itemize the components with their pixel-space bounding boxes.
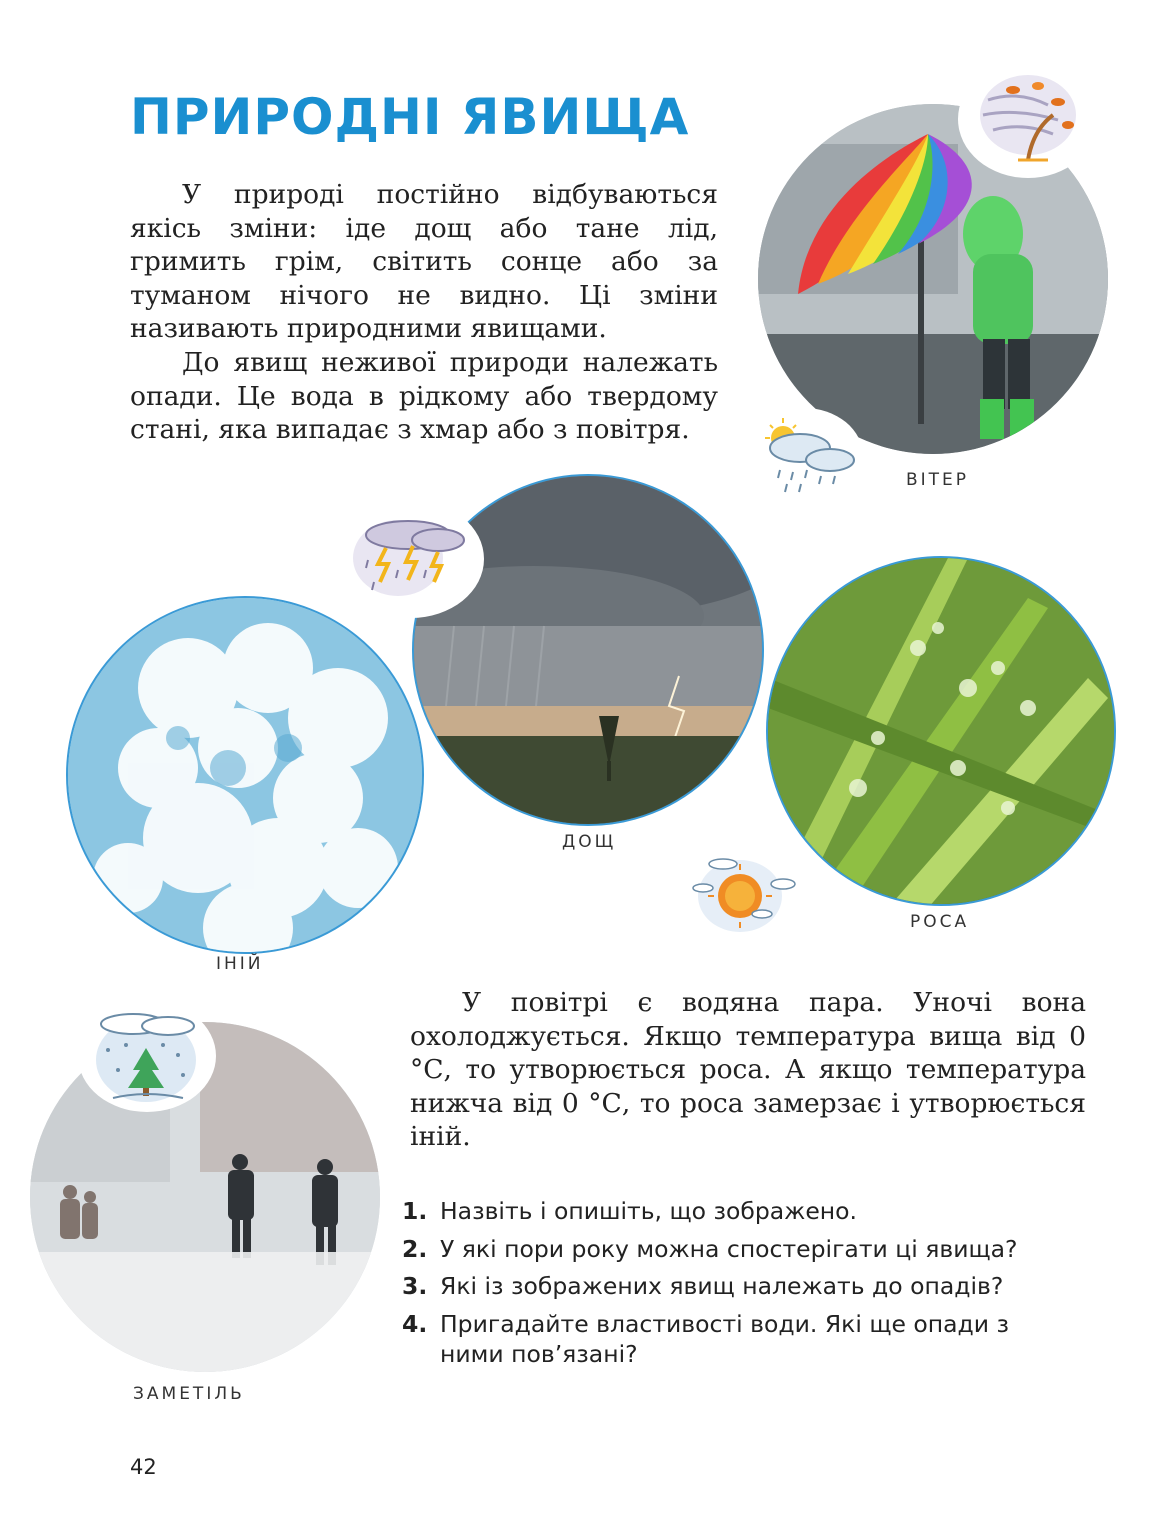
question-list	[402, 1196, 1122, 1376]
frost-photo	[66, 596, 424, 954]
dew-photo	[766, 556, 1116, 906]
sun-clouds-icon	[688, 846, 798, 942]
page-title: ПРИРОДНІ ЯВИЩА	[130, 88, 690, 146]
question-number: 3.	[402, 1272, 428, 1300]
paragraph-intro: У природі постійно відбуваються якісь зміни: іде дощ або тане лід, гримить грім, світить сонце або за туманом нічого не видно. Ці зміни називають природними явищами.	[130, 179, 718, 345]
question-number: 2.	[402, 1234, 428, 1263]
thunderstorm-icon	[338, 500, 484, 618]
caption-rain: ДОЩ	[562, 832, 617, 852]
wind-leaves-icon	[958, 60, 1098, 178]
question-item	[402, 1234, 1122, 1264]
question-text: Назвіть і опишіть, що зображено.	[440, 1197, 857, 1225]
paragraph-dew-frost: У повітрі є водяна пара. Уночі вона охолоджується. Якщо температура вища від 0 °С, то утворюється роса. А якщо температура нижча від 0 °С, то роса замерзає і утворюється іній.	[410, 987, 1086, 1153]
question-item	[402, 1196, 1122, 1226]
question-item	[402, 1271, 1122, 1301]
question-number: 4.	[402, 1309, 428, 1338]
caption-wind: ВІТЕР	[906, 470, 970, 490]
caption-blizzard: ЗАМЕТІЛЬ	[133, 1384, 245, 1404]
page-number: 42	[130, 1455, 157, 1479]
question-text: Пригадайте властивості води. Які ще опади з ними пов’язані?	[440, 1309, 1010, 1368]
sun-cloud-rain-icon	[745, 408, 863, 504]
snowfall-tree-icon	[78, 1000, 216, 1112]
caption-frost: ІНІЙ	[216, 954, 264, 974]
question-item	[402, 1309, 1060, 1369]
question-number: 1.	[402, 1197, 428, 1225]
question-text: У які пори року можна спостерігати ці явища?	[440, 1234, 1018, 1263]
caption-dew: РОСА	[910, 912, 970, 932]
paragraph-precipitation: До явищ неживої природи належать опади. Це вода в рідкому або твердому стані, яка випадає з хмар або з повітря.	[130, 347, 718, 446]
question-text: Які із зображених явищ належать до опадів?	[440, 1272, 1004, 1300]
